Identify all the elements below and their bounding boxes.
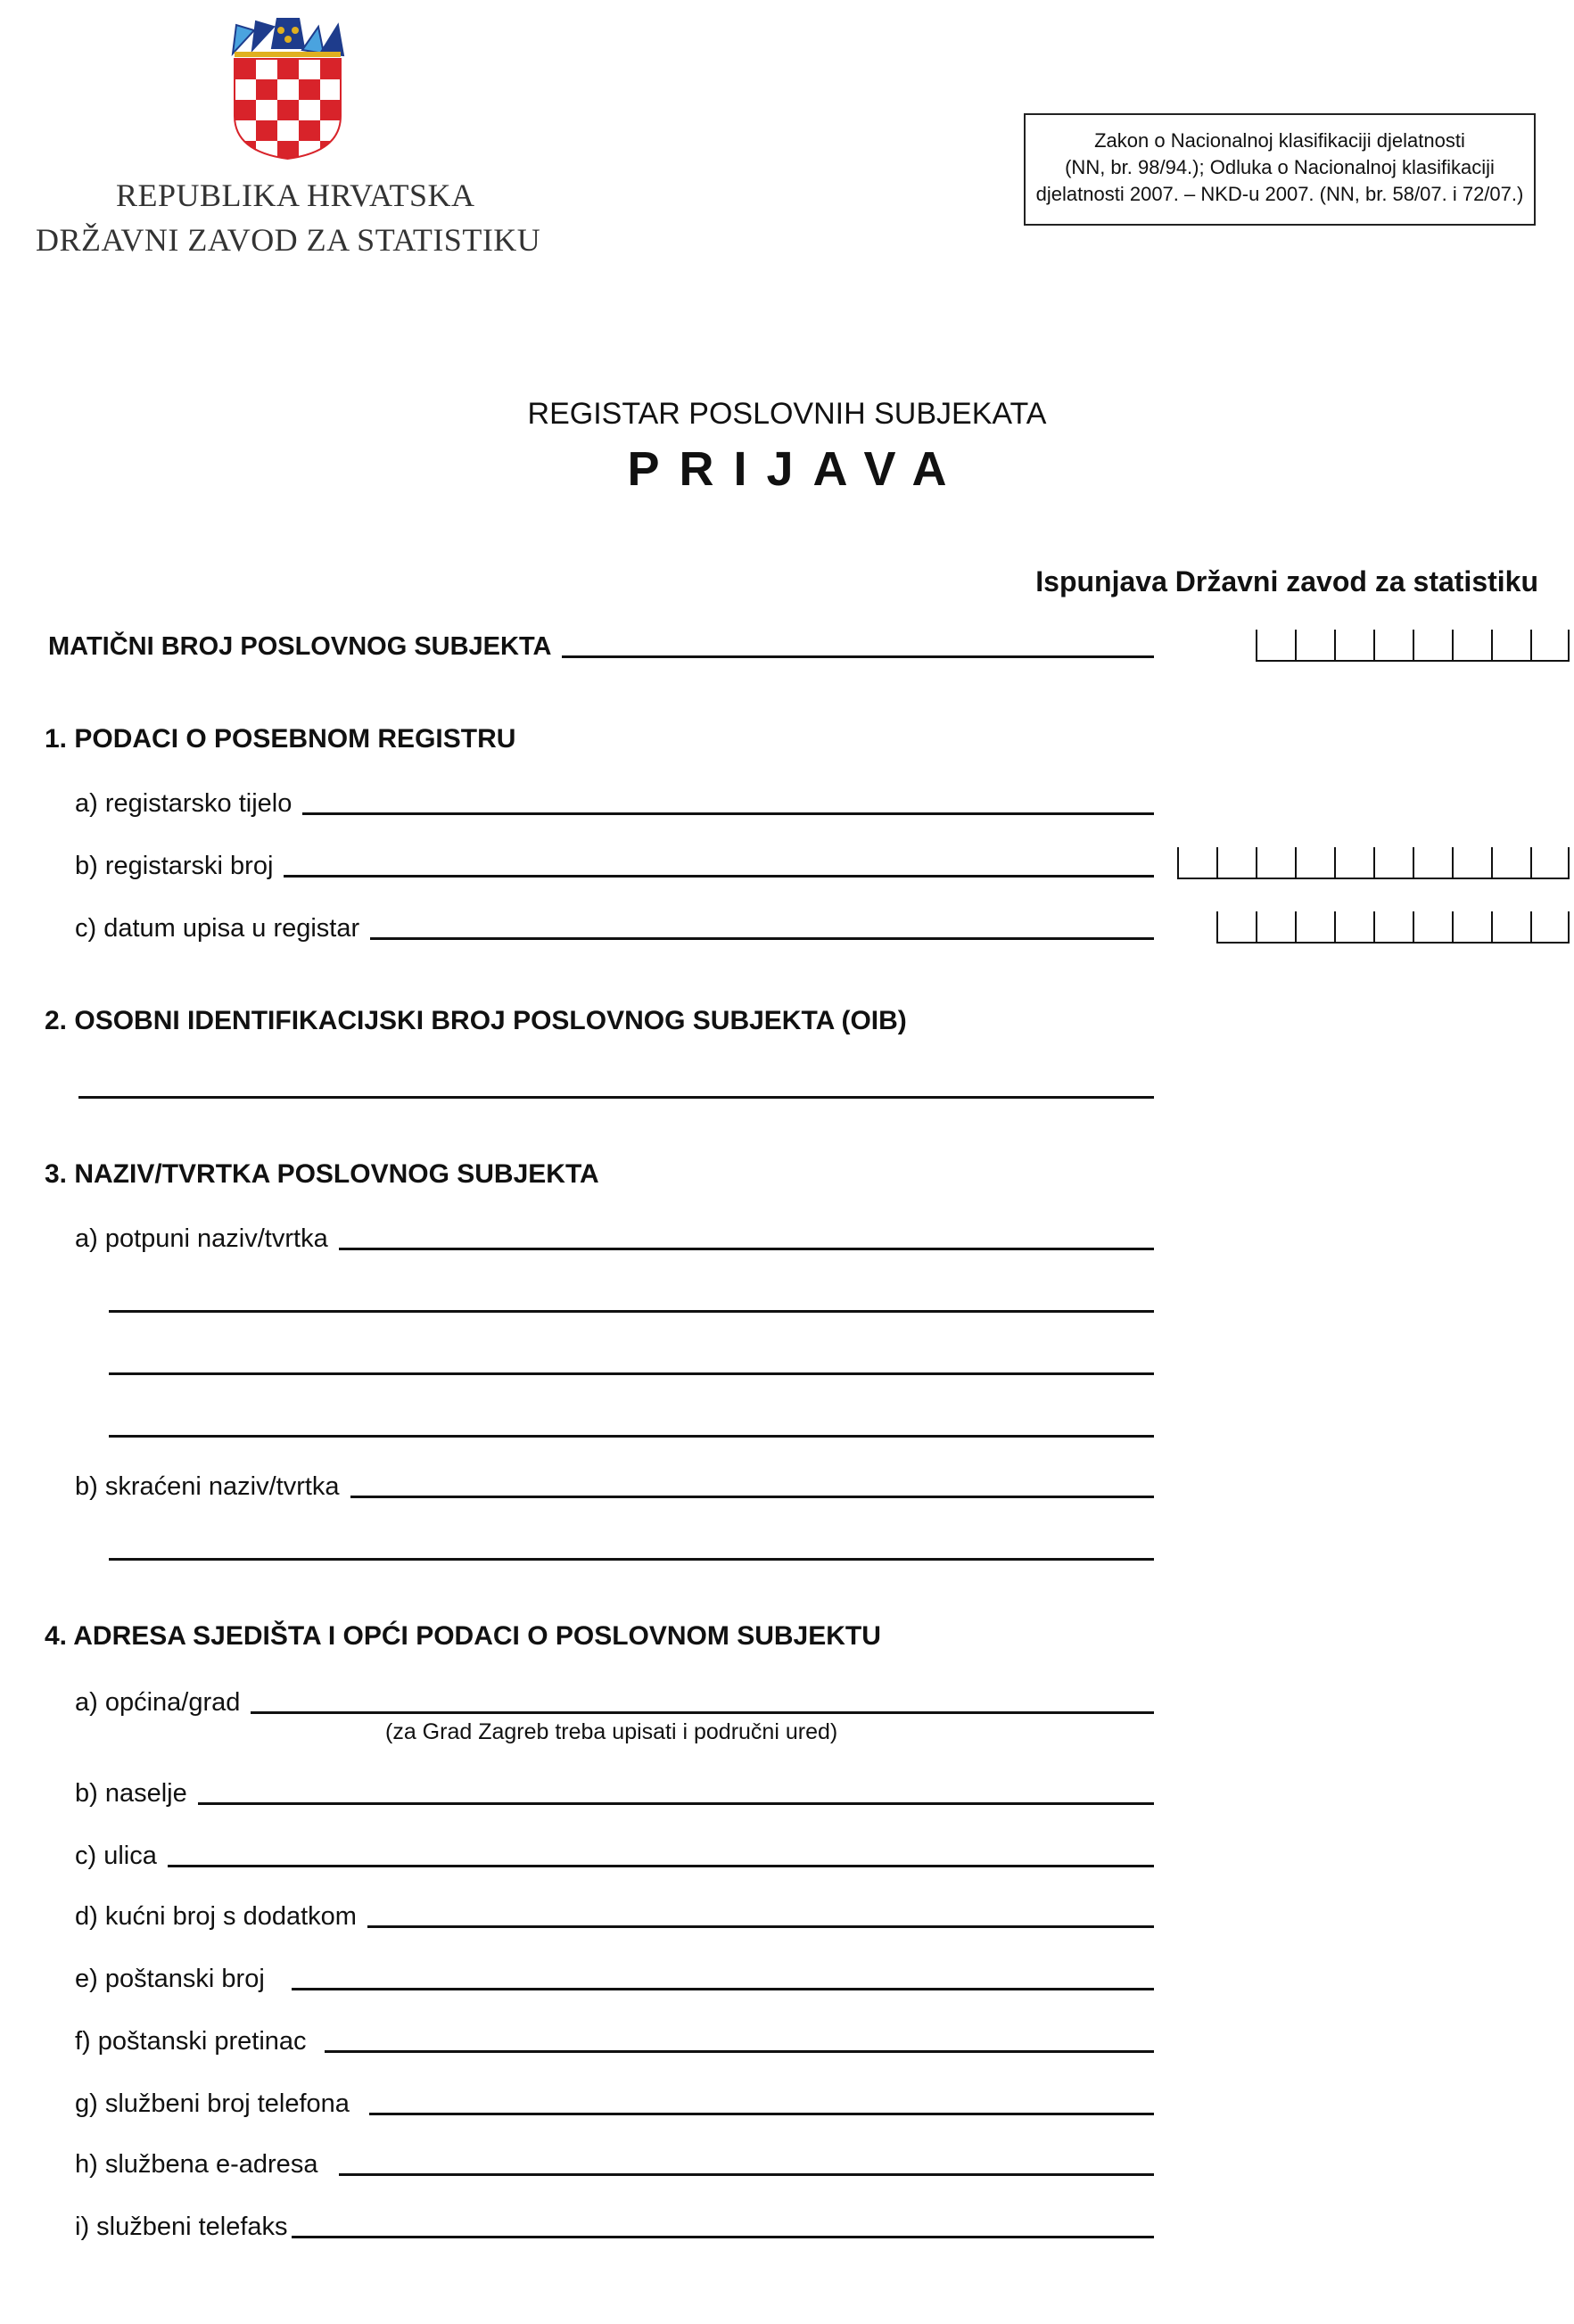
reg-body-field[interactable] [302, 812, 1154, 815]
settlement-field[interactable] [198, 1802, 1154, 1805]
comb-cell [1295, 911, 1334, 944]
full-name-field[interactable] [339, 1248, 1154, 1250]
short-name-line2-row [109, 1529, 1154, 1564]
org-name-line1: REPUBLIKA HRVATSKA [116, 177, 475, 213]
comb-cell [1530, 630, 1570, 662]
house-number-field[interactable] [367, 1925, 1154, 1928]
mb-field[interactable] [562, 655, 1154, 658]
full-name-label: a) potpuni naziv/tvrtka [75, 1224, 328, 1253]
house-number-row [75, 1896, 1154, 1932]
settlement-label: b) naselje [75, 1779, 187, 1808]
comb-cell [1491, 630, 1530, 662]
comb-cell [1256, 630, 1295, 662]
comb-cell [1413, 630, 1452, 662]
comb-cell [1530, 847, 1570, 879]
reg-number-field[interactable] [284, 875, 1154, 878]
comb-cell [1373, 630, 1413, 662]
legal-basis-box [1024, 113, 1536, 226]
comb-cell [1452, 630, 1491, 662]
postal-code-field[interactable] [292, 1988, 1154, 1990]
reg-body-row [75, 783, 1154, 819]
comb-cell [1216, 911, 1256, 944]
comb-cell [1373, 911, 1413, 944]
reg-body-label: a) registarsko tijelo [75, 789, 293, 818]
full-name-field-line3[interactable] [109, 1372, 1154, 1375]
fax-row [75, 2206, 1154, 2242]
comb-cell [1413, 847, 1452, 879]
comb-cell [1216, 847, 1256, 879]
form-subtitle: REGISTAR POSLOVNIH SUBJEKATA [527, 397, 1047, 431]
street-label: c) ulica [75, 1842, 157, 1870]
short-name-label: b) skraćeni naziv/tvrtka [75, 1472, 340, 1501]
comb-cell [1413, 911, 1452, 944]
oib-field[interactable] [78, 1096, 1154, 1099]
short-name-field-line2[interactable] [109, 1558, 1154, 1561]
comb-cell [1256, 847, 1295, 879]
full-name-field-line2[interactable] [109, 1310, 1154, 1313]
reg-number-label: b) registarski broj [75, 852, 274, 880]
full-name-row [75, 1218, 1154, 1254]
form-title: PRIJAVA [627, 442, 967, 496]
house-number-label: d) kućni broj s dodatkom [75, 1902, 357, 1931]
org-name-line2: DRŽAVNI ZAVOD ZA STATISTIKU [36, 222, 541, 258]
legal-basis-line3: djelatnosti 2007. – NKD-u 2007. (NN, br. 58/07. i 72/07.) [1035, 183, 1524, 205]
street-row [75, 1835, 1154, 1871]
comb-cell [1452, 911, 1491, 944]
legal-basis-line1: Zakon o Nacionalnoj klasifikaciji djelatnosti [1094, 129, 1465, 152]
reg-date-comb-boxes [1216, 911, 1570, 944]
reg-date-field[interactable] [370, 937, 1154, 940]
municipality-row [75, 1682, 1154, 1718]
reg-number-comb-boxes [1177, 847, 1570, 879]
mb-label: MATIČNI BROJ POSLOVNOG SUBJEKTA [48, 632, 552, 661]
fax-field[interactable] [292, 2236, 1154, 2238]
comb-cell [1334, 630, 1373, 662]
municipality-field[interactable] [251, 1711, 1154, 1714]
legal-basis-line2: (NN, br. 98/94.); Odluka o Nacionalnoj klasifikaciji [1065, 156, 1495, 178]
reg-number-row [75, 845, 1154, 881]
comb-cell [1491, 847, 1530, 879]
fax-label: i) službeni telefaks [75, 2213, 288, 2241]
comb-cell [1491, 911, 1530, 944]
official-use-note: Ispunjava Državni zavod za statistiku [1035, 565, 1538, 597]
checkerboard-shield-icon [235, 59, 342, 161]
section3-heading: 3. NAZIV/TVRTKA POSLOVNOG SUBJEKTA [45, 1159, 599, 1189]
settlement-row [75, 1773, 1154, 1809]
full-name-line3-row [109, 1343, 1154, 1379]
comb-cell [1295, 847, 1334, 879]
comb-cell [1334, 847, 1373, 879]
po-box-label: f) poštanski pretinac [75, 2027, 307, 2056]
phone-field[interactable] [369, 2113, 1154, 2115]
comb-cell [1334, 911, 1373, 944]
po-box-field[interactable] [325, 2050, 1154, 2053]
oib-row [78, 1067, 1154, 1102]
street-field[interactable] [168, 1865, 1154, 1867]
reg-date-row [75, 908, 1154, 944]
comb-cell [1177, 847, 1216, 879]
po-box-row [75, 2021, 1154, 2056]
comb-cell [1373, 847, 1413, 879]
section2-heading: 2. OSOBNI IDENTIFIKACIJSKI BROJ POSLOVNOG SUBJEKTA (OIB) [45, 1006, 907, 1035]
email-label: h) službena e-adresa [75, 2150, 318, 2179]
mb-row [48, 626, 1154, 662]
full-name-line2-row [109, 1281, 1154, 1316]
comb-cell [1295, 630, 1334, 662]
comb-cell [1256, 911, 1295, 944]
full-name-field-line4[interactable] [109, 1435, 1154, 1438]
section4-heading: 4. ADRESA SJEDIŠTA I OPĆI PODACI O POSLOVNOM SUBJEKTU [45, 1621, 881, 1651]
crown-icon [233, 18, 343, 57]
reg-date-label: c) datum upisa u registar [75, 914, 360, 943]
phone-label: g) službeni broj telefona [75, 2089, 350, 2118]
postal-code-row [75, 1958, 1154, 1994]
short-name-field[interactable] [350, 1496, 1154, 1498]
short-name-row [75, 1466, 1154, 1502]
municipality-label: a) općina/grad [75, 1688, 241, 1717]
phone-row [75, 2083, 1154, 2119]
comb-cell [1530, 911, 1570, 944]
municipality-hint: (za Grad Zagreb treba upisati i područni ured) [385, 1719, 838, 1744]
email-row [75, 2144, 1154, 2180]
email-field[interactable] [339, 2173, 1154, 2176]
comb-cell [1452, 847, 1491, 879]
coat-of-arms-logo [227, 18, 348, 161]
section1-heading: 1. PODACI O POSEBNOM REGISTRU [45, 724, 516, 754]
mb-comb-boxes [1256, 630, 1570, 662]
full-name-line4-row [109, 1405, 1154, 1441]
postal-code-label: e) poštanski broj [75, 1965, 265, 1993]
